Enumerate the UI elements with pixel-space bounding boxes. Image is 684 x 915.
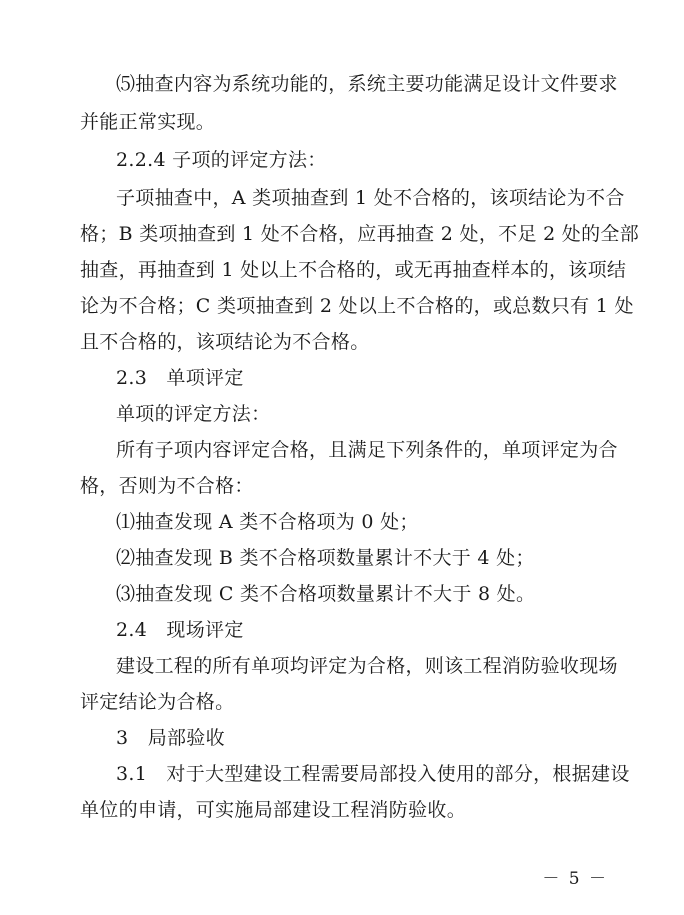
page-number: － 5 － <box>542 869 608 889</box>
list-item: ⑶抽查发现 C 类不合格项数量累计不大于 8 处。 <box>116 583 536 605</box>
paragraph-line: 并能正常实现。 <box>80 111 216 133</box>
paragraph-line: 格；B 类项抽查到 1 处不合格，应再抽查 2 处，不足 2 处的全部 <box>80 223 640 245</box>
paragraph-line: 论为不合格；C 类项抽查到 2 处以上不合格的，或总数只有 1 处 <box>80 295 634 317</box>
section-heading: 2.4 现场评定 <box>116 619 244 641</box>
section-heading: 2.3 单项评定 <box>116 367 244 389</box>
paragraph-line: 子项抽查中，A 类项抽查到 1 处不合格的，该项结论为不合 <box>116 187 625 209</box>
paragraph-line: 评定结论为合格。 <box>80 691 235 713</box>
section-heading: 3 局部验收 <box>116 727 225 749</box>
paragraph-line: 建设工程的所有单项均评定为合格，则该工程消防验收现场 <box>116 655 618 677</box>
paragraph-line: 3.1 对于大型建设工程需要局部投入使用的部分，根据建设 <box>116 763 630 785</box>
paragraph-line: 所有子项内容评定合格，且满足下列条件的，单项评定为合 <box>116 439 618 461</box>
paragraph-line: 单项的评定方法： <box>116 403 271 425</box>
paragraph-line: 且不合格的，该项结论为不合格。 <box>80 331 370 353</box>
paragraph-line: ⑸抽查内容为系统功能的，系统主要功能满足设计文件要求 <box>116 73 618 95</box>
paragraph-line: 单位的申请，可实施局部建设工程消防验收。 <box>80 799 467 821</box>
paragraph-line: 抽查，再抽查到 1 处以上不合格的，或无再抽查样本的，该项结 <box>80 259 627 281</box>
paragraph-line: 格，否则为不合格： <box>80 475 254 497</box>
list-item: ⑴抽查发现 A 类不合格项为 0 处； <box>116 511 419 533</box>
list-item: ⑵抽查发现 B 类不合格项数量累计不大于 4 处； <box>116 547 535 569</box>
section-heading: 2.2.4 子项的评定方法： <box>116 149 327 171</box>
